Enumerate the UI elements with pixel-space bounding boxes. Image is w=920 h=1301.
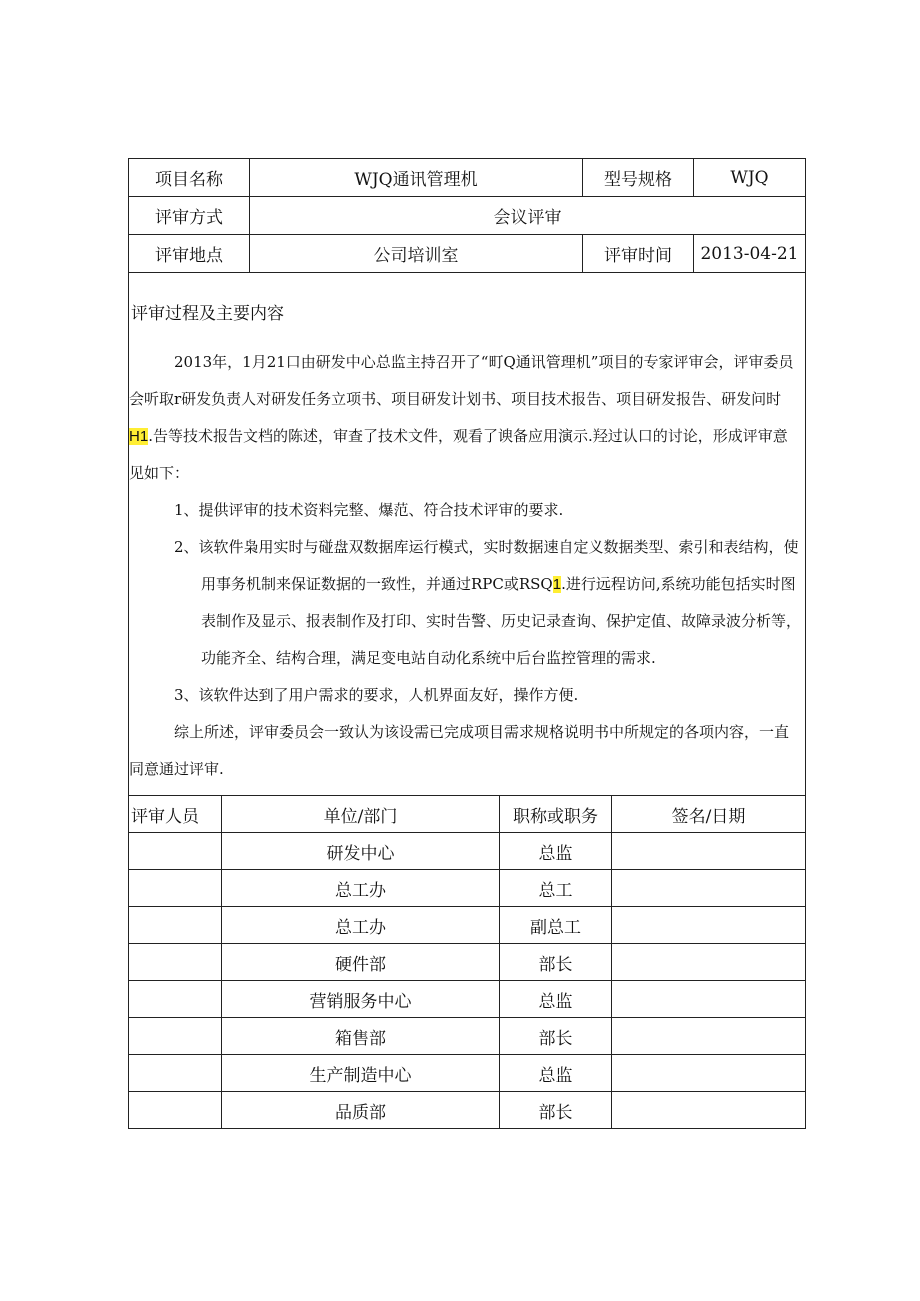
intro-text-a: 2013年，1月21口由研发中心总监主持召开了“町Q通讯管理机”项目的专家评审会，评审委员会听取r研发负责人对研发任务立项书、项目研发计划书、项目技术报告、项目研发报告、研发问时	[129, 353, 794, 408]
col-header-signature: 签名/日期	[612, 796, 806, 833]
reviewer-name	[129, 1055, 222, 1092]
job-title: 副总工	[500, 907, 612, 944]
job-title: 总监	[500, 1055, 612, 1092]
signature	[612, 833, 806, 870]
department: 生产制造中心	[222, 1055, 500, 1092]
review-content-cell	[129, 273, 806, 797]
department: 箱售部	[222, 1018, 500, 1055]
opinion-item-1: 1、提供评审的技术资料完整、爆范、符合技术评审的要求.	[174, 501, 564, 519]
col-header-title: 职称或职务	[500, 796, 612, 833]
reviewer-name	[129, 907, 222, 944]
review-method-row	[129, 197, 806, 235]
job-title: 部长	[500, 1018, 612, 1055]
project-name-value: WJQ通讯管理机	[250, 159, 583, 197]
department: 总工办	[222, 907, 500, 944]
reviewers-table	[128, 795, 806, 1129]
intro-highlight: H1	[129, 428, 149, 445]
reviewer-name	[129, 870, 222, 907]
model-label: 型号规格	[583, 159, 694, 197]
reviewer-name	[129, 1018, 222, 1055]
reviewer-name	[129, 1092, 222, 1129]
table-row	[129, 870, 806, 907]
job-title: 总监	[500, 981, 612, 1018]
review-time-value: 2013-04-21	[694, 235, 806, 273]
project-name-label: 项目名称	[129, 159, 250, 197]
department: 硬件部	[222, 944, 500, 981]
department: 营销服务中心	[222, 981, 500, 1018]
reviewer-name	[129, 944, 222, 981]
table-row	[129, 1018, 806, 1055]
review-place-row	[129, 235, 806, 273]
opinion-item-3: 3、该软件达到了用户需求的要求，人机界面友好，操作方便.	[174, 686, 579, 704]
review-method-value: 会议评审	[250, 197, 806, 235]
signature	[612, 944, 806, 981]
table-row	[129, 833, 806, 870]
col-header-reviewer: 评审人员	[129, 796, 222, 833]
signature	[612, 907, 806, 944]
job-title: 总工	[500, 870, 612, 907]
intro-text-b: .告等技术报告文档的陈述，审查了技术文件，观看了谀备应用演示.羟过认口的讨论，形成评审意见如下：	[129, 427, 788, 482]
project-info-table	[128, 158, 806, 796]
conclusion-paragraph: 综上所述，评审委员会一致认为该设需已完成项目需求规格说明书中所规定的各项内容，一直同意通过评审.	[129, 723, 790, 778]
table-row	[129, 1092, 806, 1129]
department: 研发中心	[222, 833, 500, 870]
item2-text-b: .进行远程访问,系统功能包括实时图表制作及显示、报表制作及打印、实时告警、历史记录查询、保护定值、故障录波分析等，功能齐全、结构合理，满足变电站自动化系统中后台监控管理的需求.	[201, 575, 802, 667]
signature	[612, 1018, 806, 1055]
item2-highlight: 1	[552, 576, 562, 593]
signature	[612, 1092, 806, 1129]
department: 总工办	[222, 870, 500, 907]
department: 品质部	[222, 1092, 500, 1129]
intro-paragraph	[129, 344, 805, 492]
item2-text-a: 2、该软件枭用实时与碰盘双数据库运行模式，实时数据速自定义数据类型、索引和表结构，使用事务机制来保证数据的一致性，并通过RPC或RSQ	[174, 538, 799, 593]
signature	[612, 1055, 806, 1092]
job-title: 总监	[500, 833, 612, 870]
section-title: 评审过程及主要内容	[131, 304, 284, 323]
review-place-label: 评审地点	[129, 235, 250, 273]
review-time-label: 评审时间	[583, 235, 694, 273]
review-place-value: 公司培训室	[250, 235, 583, 273]
reviewer-name	[129, 833, 222, 870]
reviewer-name	[129, 981, 222, 1018]
signature	[612, 870, 806, 907]
table-row	[129, 981, 806, 1018]
review-form	[128, 158, 805, 1129]
job-title: 部长	[500, 1092, 612, 1129]
project-name-row	[129, 159, 806, 197]
table-row	[129, 907, 806, 944]
opinion-item-2	[129, 529, 805, 677]
signature	[612, 981, 806, 1018]
col-header-department: 单位/部门	[222, 796, 500, 833]
model-value: WJQ	[694, 159, 806, 197]
review-content-row	[129, 273, 806, 797]
review-method-label: 评审方式	[129, 197, 250, 235]
table-row	[129, 944, 806, 981]
table-row	[129, 1055, 806, 1092]
reviewers-header-row	[129, 796, 806, 833]
job-title: 部长	[500, 944, 612, 981]
